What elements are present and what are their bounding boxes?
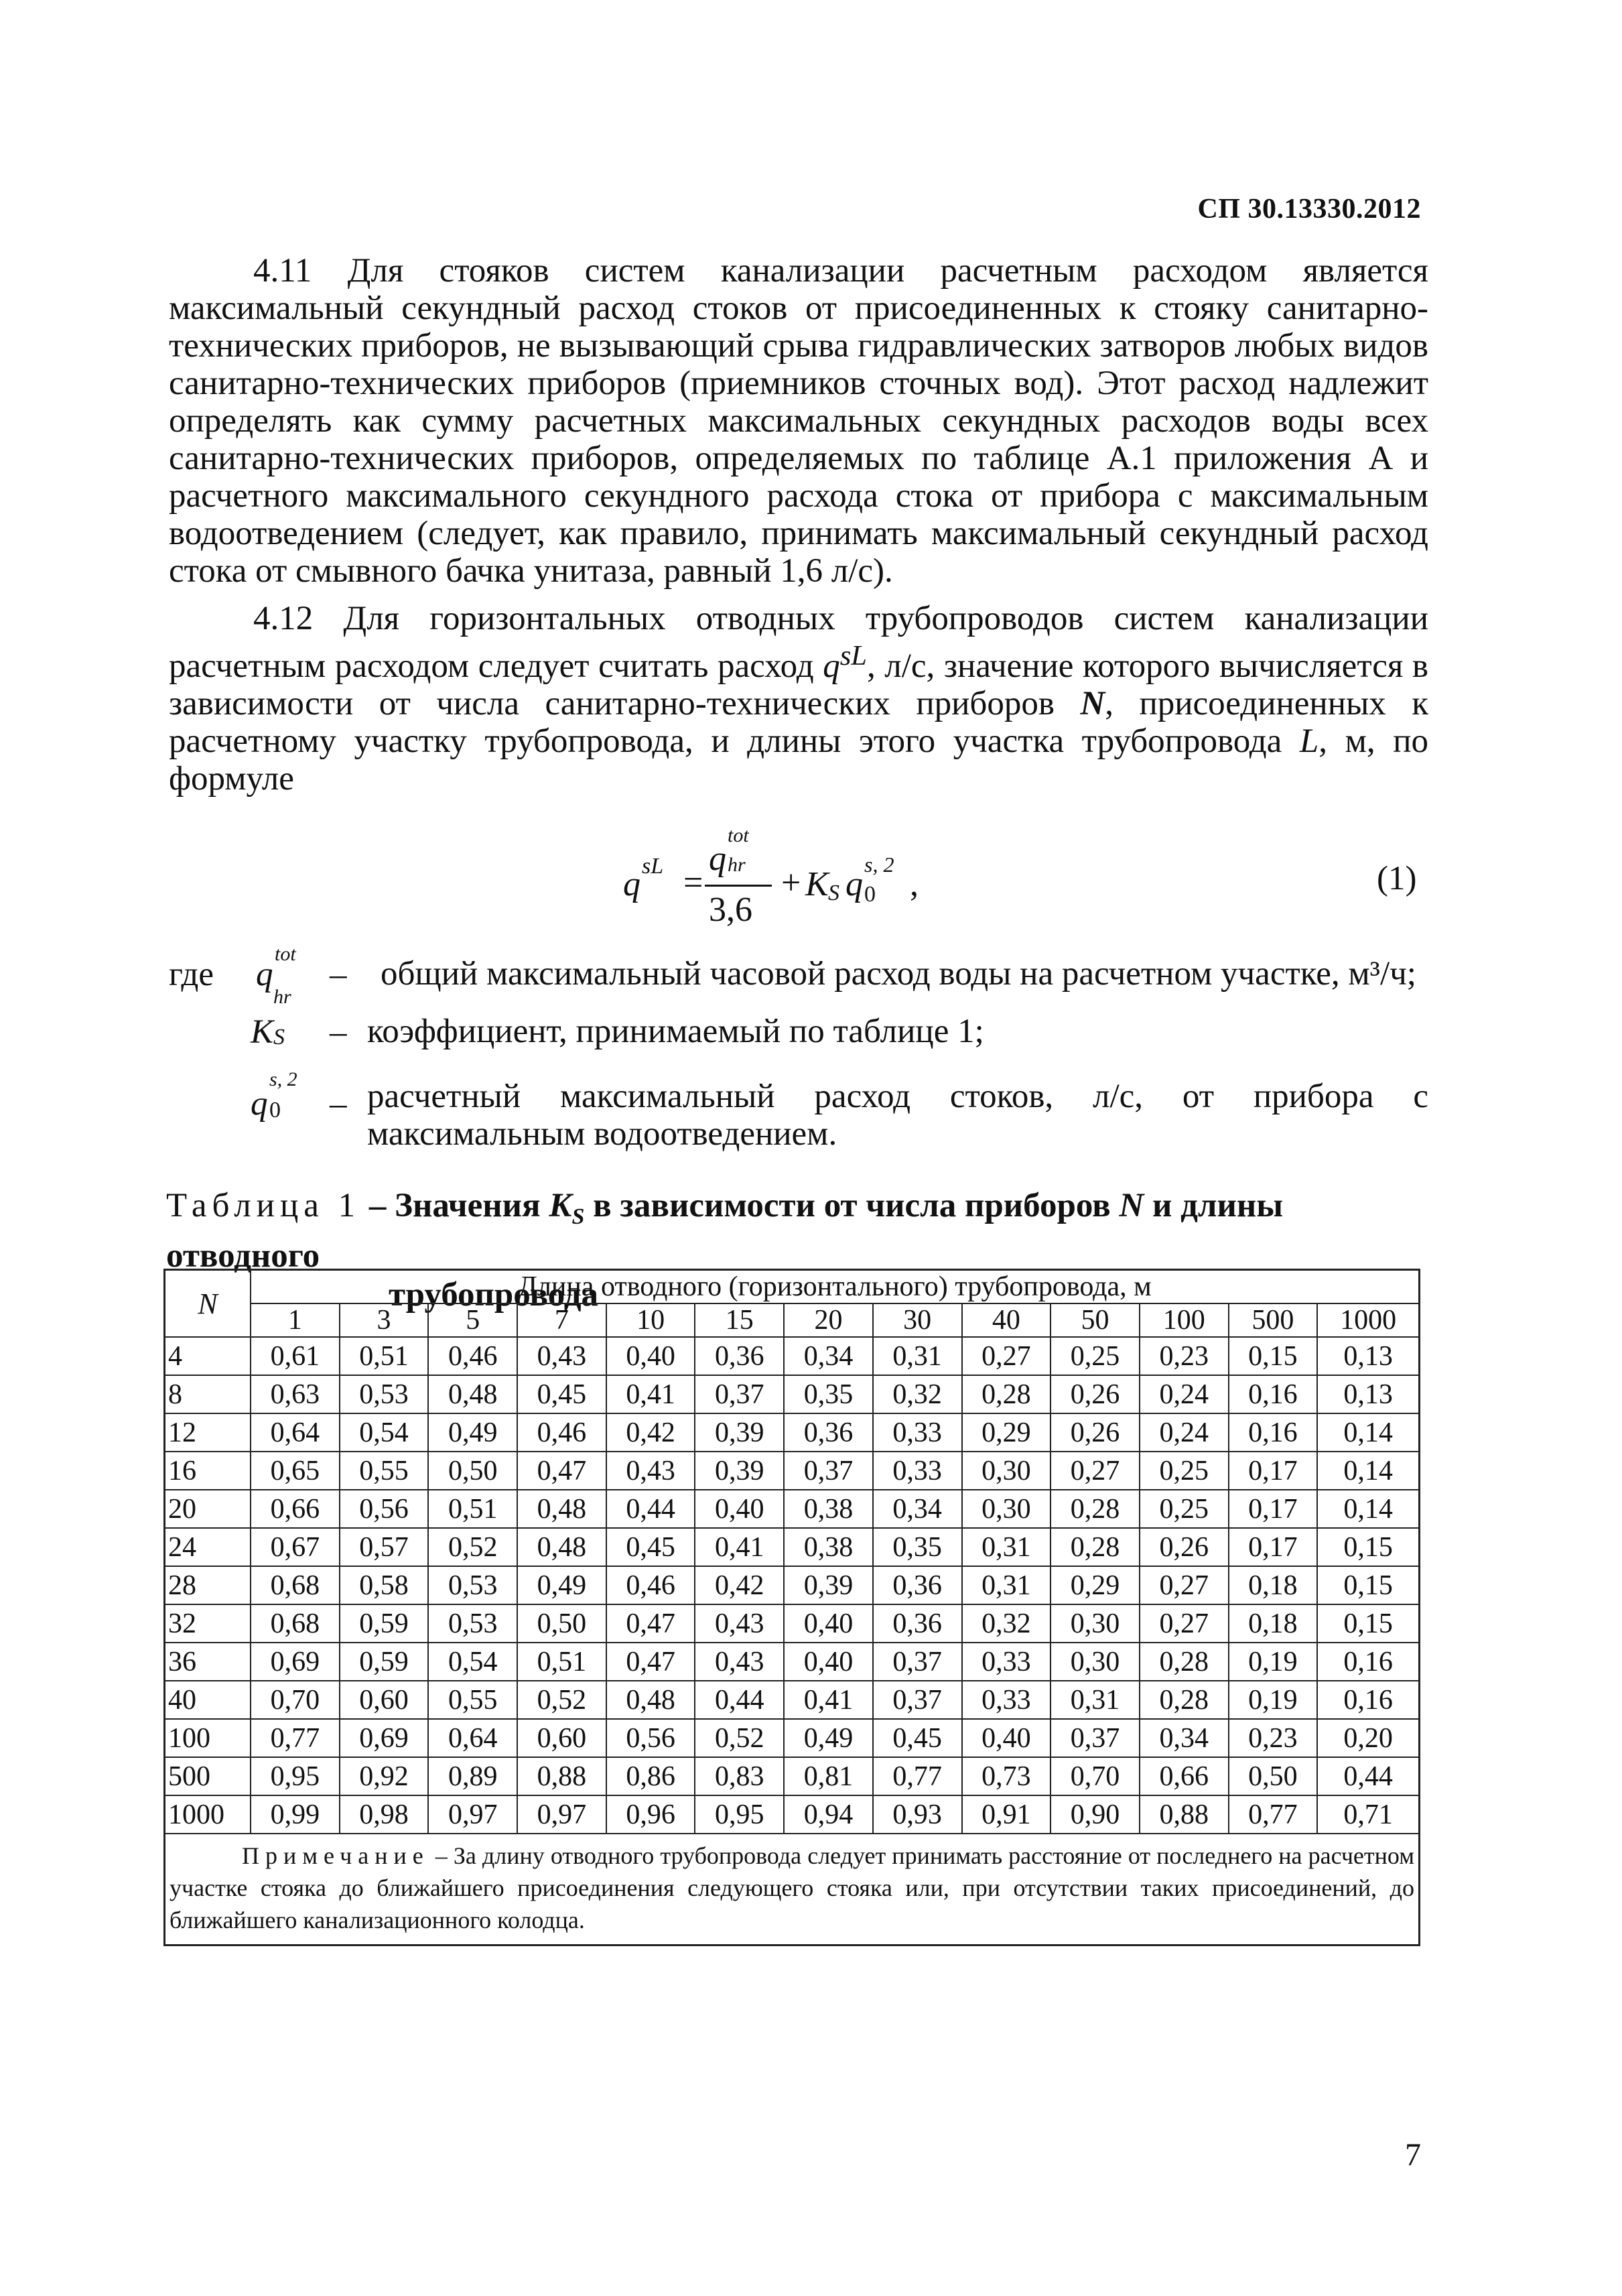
ks-value-cell: 0,50 [517, 1604, 606, 1643]
ks-value-cell: 0,45 [606, 1528, 695, 1566]
ks-value-cell: 0,46 [517, 1413, 606, 1452]
ks-value-cell: 0,48 [517, 1490, 606, 1528]
ks-value-cell: 0,53 [428, 1604, 517, 1643]
ks-value-cell: 0,38 [784, 1528, 873, 1566]
ks-value-cell: 0,14 [1317, 1490, 1419, 1528]
ks-value-cell: 0,35 [873, 1528, 962, 1566]
ks-value-cell: 0,30 [1051, 1643, 1140, 1681]
legend-description: расчетный максимальный расход стоков, л/с, от прибора с максимальным водоотведением. [367, 1078, 1428, 1153]
ks-value-cell: 0,52 [428, 1528, 517, 1566]
ks-value-cell: 0,26 [1051, 1413, 1140, 1452]
ks-value-cell: 0,40 [784, 1643, 873, 1681]
ks-value-cell: 0,51 [428, 1490, 517, 1528]
ks-value-cell: 0,42 [606, 1413, 695, 1452]
ks-value-cell: 0,28 [1051, 1490, 1140, 1528]
ks-value-cell: 0,95 [695, 1795, 784, 1834]
ks-value-cell: 0,18 [1229, 1604, 1318, 1643]
formula-num-sub: hr [728, 854, 746, 876]
legend-item [169, 1013, 1428, 1053]
caption-text-d: трубопровода [389, 1276, 599, 1314]
ks-value-cell: 0,33 [873, 1413, 962, 1452]
clause-4-11 [169, 252, 1428, 590]
ks-value-cell: 0,18 [1229, 1566, 1318, 1604]
table-row [165, 1375, 1420, 1413]
ks-value-cell: 0,48 [428, 1375, 517, 1413]
ks-value-cell: 0,36 [873, 1566, 962, 1604]
ks-value-cell: 0,66 [251, 1490, 340, 1528]
ks-value-cell: 0,97 [428, 1795, 517, 1834]
ks-value-cell: 0,58 [340, 1566, 429, 1604]
ks-value-cell: 0,73 [962, 1757, 1051, 1795]
ks-value-cell: 0,25 [1140, 1452, 1229, 1490]
legend-symbol: K [251, 1013, 274, 1051]
ks-value-cell: 0,34 [873, 1490, 962, 1528]
note-text: – За длину отводного трубопровода следует принимать расстояние от последнего на расчетном участке стояка до ближайшего присоединения следующего стояка или, при отсутствии таких присоединений, до ближайшего канализационного колодца. [170, 1842, 1414, 1933]
length-header-cell: 5 [428, 1303, 517, 1337]
ks-value-cell: 0,31 [1051, 1681, 1140, 1719]
ks-value-cell: 0,51 [340, 1337, 429, 1375]
ks-value-cell: 0,16 [1317, 1643, 1419, 1681]
ks-value-cell: 0,40 [695, 1490, 784, 1528]
legend-symbol-sub: hr [273, 986, 291, 1008]
caption-text-c: и длины отводного [166, 1187, 1284, 1275]
clause-text-c: , присоединенных к расчетному участку трубопровода, и длины этого участка трубопровода [169, 685, 1429, 760]
ks-value-cell: 0,89 [428, 1757, 517, 1795]
ks-value-cell: 0,68 [251, 1566, 340, 1604]
ks-value-cell: 0,67 [251, 1528, 340, 1566]
ks-value-cell: 0,37 [784, 1452, 873, 1490]
length-header-cell: 500 [1229, 1303, 1318, 1337]
table-note [165, 1834, 1420, 1946]
ks-value-cell: 0,96 [606, 1795, 695, 1834]
legend-symbol-sub: 0 [269, 1098, 281, 1123]
ks-value-cell: 0,53 [428, 1566, 517, 1604]
legend-dash: – [330, 1085, 347, 1123]
formula-number: (1) [1377, 860, 1417, 897]
ks-value-cell: 0,14 [1317, 1413, 1419, 1452]
legend-symbol-sup: tot [275, 943, 296, 965]
ks-value-cell: 0,39 [695, 1413, 784, 1452]
row-n-cell: 20 [165, 1490, 251, 1528]
length-header-cell: 40 [962, 1303, 1051, 1337]
formula-num-q: q [709, 840, 726, 878]
ks-value-cell: 0,37 [873, 1643, 962, 1681]
column-header-n: N [165, 1270, 251, 1338]
ks-value-cell: 0,52 [695, 1719, 784, 1757]
ks-value-cell: 0,88 [517, 1757, 606, 1795]
row-n-cell: 28 [165, 1566, 251, 1604]
ks-value-cell: 0,61 [251, 1337, 340, 1375]
ks-value-cell: 0,97 [517, 1795, 606, 1834]
ks-value-cell: 0,36 [784, 1413, 873, 1452]
ks-value-cell: 0,44 [695, 1681, 784, 1719]
ks-value-cell: 0,37 [695, 1375, 784, 1413]
ks-value-cell: 0,44 [606, 1490, 695, 1528]
clause-text-d: , м, по формуле [169, 722, 1428, 798]
ks-table [163, 1269, 1420, 1946]
ks-value-cell: 0,47 [606, 1604, 695, 1643]
ks-value-cell: 0,31 [962, 1528, 1051, 1566]
formula-comma: , [910, 865, 919, 903]
table-row [165, 1337, 1420, 1375]
clause-4-12 [169, 600, 1428, 798]
row-n-cell: 500 [165, 1757, 251, 1795]
document-code: СП 30.13330.2012 [1197, 194, 1421, 225]
ks-value-cell: 0,42 [695, 1566, 784, 1604]
ks-value-cell: 0,63 [251, 1375, 340, 1413]
ks-value-cell: 0,27 [1140, 1604, 1229, 1643]
ks-value-cell: 0,16 [1229, 1413, 1318, 1452]
row-n-cell: 40 [165, 1681, 251, 1719]
ks-value-cell: 0,36 [873, 1604, 962, 1643]
ks-value-cell: 0,45 [873, 1719, 962, 1757]
row-n-cell: 32 [165, 1604, 251, 1643]
formula-num-sup: tot [728, 824, 749, 846]
ks-value-cell: 0,43 [695, 1643, 784, 1681]
ks-value-cell: 0,14 [1317, 1452, 1419, 1490]
row-n-cell: 1000 [165, 1795, 251, 1834]
symbol-N: N [1080, 685, 1105, 722]
table-row [165, 1681, 1420, 1719]
clause-number: 4.11 [253, 252, 312, 290]
ks-value-cell: 0,56 [340, 1490, 429, 1528]
table-row [165, 1795, 1420, 1834]
ks-value-cell: 0,77 [251, 1719, 340, 1757]
ks-value-cell: 0,31 [962, 1566, 1051, 1604]
ks-value-cell: 0,56 [606, 1719, 695, 1757]
ks-value-cell: 0,48 [517, 1528, 606, 1566]
ks-value-cell: 0,35 [784, 1375, 873, 1413]
legend-dash: – [330, 1013, 347, 1051]
ks-value-cell: 0,91 [962, 1795, 1051, 1834]
ks-value-cell: 0,49 [517, 1566, 606, 1604]
ks-value-cell: 0,25 [1140, 1490, 1229, 1528]
ks-value-cell: 0,50 [1229, 1757, 1318, 1795]
legend-symbol: q [251, 1085, 268, 1123]
row-n-cell: 12 [165, 1413, 251, 1452]
ks-value-cell: 0,51 [517, 1643, 606, 1681]
ks-value-cell: 0,27 [1140, 1566, 1229, 1604]
ks-value-cell: 0,43 [606, 1452, 695, 1490]
clause-number: 4.12 [253, 600, 314, 637]
table-row [165, 1719, 1420, 1757]
ks-value-cell: 0,44 [1317, 1757, 1419, 1795]
ks-value-cell: 0,45 [517, 1375, 606, 1413]
ks-value-cell: 0,41 [606, 1375, 695, 1413]
symbol-L: L [1299, 722, 1319, 760]
ks-value-cell: 0,52 [517, 1681, 606, 1719]
formula-1 [623, 824, 1092, 938]
length-header-cell: 100 [1140, 1303, 1229, 1337]
table-row [165, 1604, 1420, 1643]
length-header-cell: 15 [695, 1303, 784, 1337]
caption-text-a: Значения [395, 1187, 549, 1224]
ks-value-cell: 0,57 [340, 1528, 429, 1566]
ks-value-cell: 0,26 [1140, 1528, 1229, 1566]
ks-value-cell: 0,59 [340, 1643, 429, 1681]
ks-value-cell: 0,70 [1051, 1757, 1140, 1795]
ks-value-cell: 0,28 [1051, 1528, 1140, 1566]
ks-value-cell: 0,47 [517, 1452, 606, 1490]
ks-value-cell: 0,81 [784, 1757, 873, 1795]
ks-value-cell: 0,37 [1051, 1719, 1140, 1757]
ks-value-cell: 0,43 [517, 1337, 606, 1375]
clause-text-a: Для горизонтальных отводных трубопроводов систем канализации расчетным расходом следует считать расход [169, 600, 1428, 685]
ks-value-cell: 0,37 [873, 1681, 962, 1719]
ks-value-cell: 0,69 [251, 1643, 340, 1681]
ks-value-cell: 0,17 [1229, 1528, 1318, 1566]
page-number: 7 [1405, 2137, 1421, 2173]
formula-q2: q [846, 865, 863, 903]
row-n-cell: 36 [165, 1643, 251, 1681]
ks-value-cell: 0,15 [1317, 1566, 1419, 1604]
formula-q2-sup: s, 2 [864, 852, 894, 877]
formula-plus: + [781, 864, 801, 902]
formula-K-sub: S [828, 881, 839, 905]
ks-value-cell: 0,90 [1051, 1795, 1140, 1834]
table-row [165, 1566, 1420, 1604]
where-lead: где [169, 956, 214, 993]
ks-value-cell: 0,23 [1140, 1337, 1229, 1375]
caption-N: N [1119, 1187, 1144, 1224]
ks-value-cell: 0,15 [1229, 1337, 1318, 1375]
ks-value-cell: 0,77 [873, 1757, 962, 1795]
ks-value-cell: 0,17 [1229, 1490, 1318, 1528]
ks-value-cell: 0,25 [1051, 1337, 1140, 1375]
legend-symbol-sub: S [273, 1025, 285, 1049]
caption-dash: – [360, 1187, 395, 1224]
ks-value-cell: 0,30 [962, 1490, 1051, 1528]
clause-text: Для стояков систем канализации расчетным расходом является максимальный секундный расход стоков от присоединенных к стояку санитарно-технических приборов, не вызывающий срыва гидравлических затворов любых видов санитарно-технических приборов (приемников сточных вод). Этот расход надлежит определять как сумму расчетных максимальных секундных расходов воды всех санитарно-технических приборов, определяемых по таблице А.1 приложения А и расчетного максимального секундного расхода стока от прибора с максимальным водоотведением (следует, как правило, принимать максимальный секундный расход стока от смывного бачка унитаза, равный 1,6 л/с). [169, 252, 1428, 590]
ks-value-cell: 0,16 [1317, 1681, 1419, 1719]
ks-value-cell: 0,83 [695, 1757, 784, 1795]
table-header-row [165, 1270, 1420, 1304]
ks-value-cell: 0,66 [1140, 1757, 1229, 1795]
ks-value-cell: 0,39 [784, 1566, 873, 1604]
ks-value-cell: 0,94 [784, 1795, 873, 1834]
legend-description: коэффициент, принимаемый по таблице 1; [367, 1013, 984, 1050]
ks-value-cell: 0,64 [428, 1719, 517, 1757]
table-caption-prefix: Таблица 1 [166, 1187, 361, 1224]
table-row [165, 1413, 1420, 1452]
ks-value-cell: 0,15 [1317, 1528, 1419, 1566]
caption-text-b: в зависимости от числа приборов [584, 1187, 1120, 1224]
ks-value-cell: 0,41 [784, 1681, 873, 1719]
ks-value-cell: 0,54 [428, 1643, 517, 1681]
symbol-q: q [823, 647, 840, 685]
length-header-cell: 7 [517, 1303, 606, 1337]
ks-value-cell: 0,38 [784, 1490, 873, 1528]
formula-lhs-q: q [623, 865, 640, 903]
ks-value-cell: 0,88 [1140, 1795, 1229, 1834]
legend-item [169, 1068, 1428, 1153]
ks-value-cell: 0,13 [1317, 1375, 1419, 1413]
ks-value-cell: 0,98 [340, 1795, 429, 1834]
length-header-cell: 50 [1051, 1303, 1140, 1337]
table-row [165, 1490, 1420, 1528]
ks-value-cell: 0,64 [251, 1413, 340, 1452]
row-n-cell: 4 [165, 1337, 251, 1375]
ks-value-cell: 0,68 [251, 1604, 340, 1643]
ks-value-cell: 0,30 [962, 1452, 1051, 1490]
length-header-cell: 3 [340, 1303, 429, 1337]
ks-value-cell: 0,23 [1229, 1719, 1318, 1757]
ks-value-cell: 0,33 [962, 1643, 1051, 1681]
caption-K-sub: S [571, 1204, 585, 1230]
clause-text-b: , л/с, значение которого вычисляется в зависимости от числа санитарно-технических приборов [169, 647, 1428, 722]
ks-value-cell: 0,46 [606, 1566, 695, 1604]
ks-value-cell: 0,65 [251, 1452, 340, 1490]
ks-value-cell: 0,40 [784, 1604, 873, 1643]
legend-symbol: q [256, 956, 273, 993]
ks-value-cell: 0,31 [873, 1337, 962, 1375]
ks-value-cell: 0,53 [340, 1375, 429, 1413]
formula-denominator: 3,6 [709, 891, 752, 929]
ks-value-cell: 0,54 [340, 1413, 429, 1452]
ks-value-cell: 0,27 [962, 1337, 1051, 1375]
ks-value-cell: 0,92 [340, 1757, 429, 1795]
ks-value-cell: 0,28 [1140, 1681, 1229, 1719]
ks-value-cell: 0,99 [251, 1795, 340, 1834]
ks-value-cell: 0,39 [695, 1452, 784, 1490]
symbol-sL: sL [839, 640, 867, 672]
length-header-cell: 30 [873, 1303, 962, 1337]
ks-value-cell: 0,47 [606, 1643, 695, 1681]
ks-value-cell: 0,16 [1229, 1375, 1318, 1413]
ks-value-cell: 0,33 [873, 1452, 962, 1490]
ks-value-cell: 0,70 [251, 1681, 340, 1719]
legend-description: общий максимальный часовой расход воды на расчетном участке, м³/ч; [381, 955, 1416, 993]
ks-value-cell: 0,15 [1317, 1604, 1419, 1643]
ks-value-cell: 0,93 [873, 1795, 962, 1834]
ks-value-cell: 0,55 [340, 1452, 429, 1490]
ks-value-cell: 0,46 [428, 1337, 517, 1375]
ks-value-cell: 0,77 [1229, 1795, 1318, 1834]
formula-q2-sub: 0 [864, 882, 876, 907]
ks-value-cell: 0,34 [784, 1337, 873, 1375]
ks-value-cell: 0,32 [873, 1375, 962, 1413]
ks-value-cell: 0,71 [1317, 1795, 1419, 1834]
ks-value-cell: 0,60 [340, 1681, 429, 1719]
length-header-cell: 10 [606, 1303, 695, 1337]
ks-value-cell: 0,48 [606, 1681, 695, 1719]
ks-value-cell: 0,32 [962, 1604, 1051, 1643]
legend-symbol-sup: s, 2 [269, 1068, 297, 1090]
ks-value-cell: 0,26 [1051, 1375, 1140, 1413]
table-row [165, 1528, 1420, 1566]
ks-value-cell: 0,40 [962, 1719, 1051, 1757]
ks-value-cell: 0,86 [606, 1757, 695, 1795]
ks-value-cell: 0,29 [1051, 1566, 1140, 1604]
ks-value-cell: 0,95 [251, 1757, 340, 1795]
ks-value-cell: 0,24 [1140, 1375, 1229, 1413]
ks-value-cell: 0,49 [428, 1413, 517, 1452]
formula-lhs-sup: sL [642, 854, 664, 879]
legend-item [169, 943, 1428, 1008]
ks-value-cell: 0,59 [340, 1604, 429, 1643]
ks-value-cell: 0,69 [340, 1719, 429, 1757]
ks-value-cell: 0,55 [428, 1681, 517, 1719]
ks-value-cell: 0,40 [606, 1337, 695, 1375]
note-label: Примечание [242, 1842, 429, 1869]
ks-value-cell: 0,33 [962, 1681, 1051, 1719]
ks-value-cell: 0,13 [1317, 1337, 1419, 1375]
formula-equals: = [683, 864, 703, 902]
fraction-bar [705, 885, 772, 887]
ks-value-cell: 0,41 [695, 1528, 784, 1566]
length-header-cell: 1000 [1317, 1303, 1419, 1337]
caption-K: K [549, 1187, 572, 1224]
ks-value-cell: 0,43 [695, 1604, 784, 1643]
row-n-cell: 24 [165, 1528, 251, 1566]
length-header-cell: 20 [784, 1303, 873, 1337]
ks-value-cell: 0,50 [428, 1452, 517, 1490]
row-n-cell: 100 [165, 1719, 251, 1757]
length-header-cell: 1 [251, 1303, 340, 1337]
ks-value-cell: 0,28 [1140, 1643, 1229, 1681]
ks-value-cell: 0,36 [695, 1337, 784, 1375]
table-row [165, 1452, 1420, 1490]
formula-K: K [805, 865, 829, 903]
ks-value-cell: 0,34 [1140, 1719, 1229, 1757]
ks-value-cell: 0,28 [962, 1375, 1051, 1413]
ks-value-cell: 0,27 [1051, 1452, 1140, 1490]
ks-value-cell: 0,49 [784, 1719, 873, 1757]
table-row [165, 1757, 1420, 1795]
ks-value-cell: 0,17 [1229, 1452, 1318, 1490]
table-row [165, 1643, 1420, 1681]
ks-value-cell: 0,20 [1317, 1719, 1419, 1757]
legend-dash: – [330, 956, 347, 993]
row-n-cell: 16 [165, 1452, 251, 1490]
row-n-cell: 8 [165, 1375, 251, 1413]
ks-value-cell: 0,24 [1140, 1413, 1229, 1452]
column-group-header: Длина отводного (горизонтального) трубопровода, м [251, 1270, 1420, 1304]
note-row [165, 1834, 1420, 1946]
length-header-row [165, 1303, 1420, 1337]
ks-value-cell: 0,29 [962, 1413, 1051, 1452]
ks-value-cell: 0,19 [1229, 1643, 1318, 1681]
ks-value-cell: 0,19 [1229, 1681, 1318, 1719]
ks-value-cell: 0,60 [517, 1719, 606, 1757]
ks-value-cell: 0,30 [1051, 1604, 1140, 1643]
